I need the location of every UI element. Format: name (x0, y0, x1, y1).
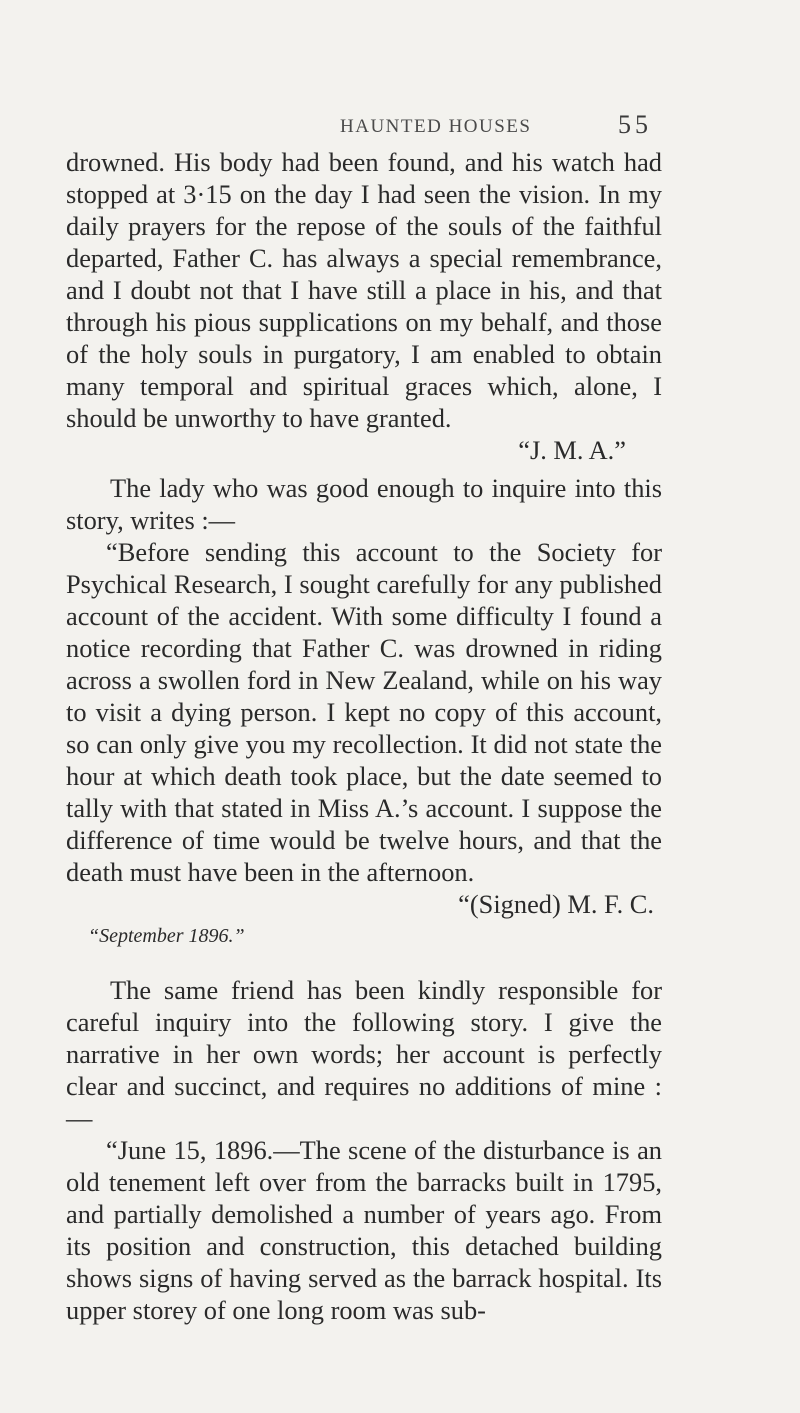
signature-jma: “J. M. A.” (518, 435, 626, 465)
paragraph-continuation: drowned. His body had been found, and his watch had stopped at 3·15 on the day I had seen the vision. In my daily prayers for the repose of the souls of the faithful departed, Father C. has always a special remembrance, and I doubt not that I have still a place in his, and that through his pious supplications on my behalf, and those of the holy souls in purgatory, I am enabled to obtain many temporal and spiritual graces which, alone, I should be unworthy to have granted. (66, 147, 662, 433)
page-header (0, 110, 800, 144)
paragraph-intro: The lady who was good enough to inquire into this story, writes :— (66, 473, 662, 535)
page-body (66, 146, 662, 1326)
paragraph-next-story: The same friend has been kindly responsible for careful inquiry into the following story. I give the narrative in her own words; her account is perfectly clear and succinct, and requires no additions of mine :— (66, 975, 662, 1133)
letter-date (66, 922, 662, 950)
paragraph-june-account: “June 15, 1896.—The scene of the disturbance is an old tenement left over from the barracks built in 1795, and partially demolished a number of years ago. From its position and construction, this detached building shows signs of having served as the barrack hospital. Its upper storey of one long room was sub- (66, 1135, 662, 1325)
running-head: HAUNTED HOUSES (340, 116, 532, 137)
paragraph-letter: “Before sending this account to the Society for Psychical Research, I sought carefully for any published account of the accident. With some difficulty I found a notice recording that Father C. was drowned in riding across a swollen ford in New Zealand, while on his way to visit a dying person. I kept no copy of this account, so can only give you my recollection. It did not state the hour at which death took place, but the date seemed to tally with that stated in Miss A.’s account. I suppose the difference of time would be twelve hours, and that the death must have been in the afternoon. (66, 537, 662, 887)
signature-mfc: “(Signed) M. F. C. (458, 889, 654, 919)
page-number: 55 (618, 110, 652, 139)
letter-date-text: “September 1896.” (88, 925, 245, 947)
